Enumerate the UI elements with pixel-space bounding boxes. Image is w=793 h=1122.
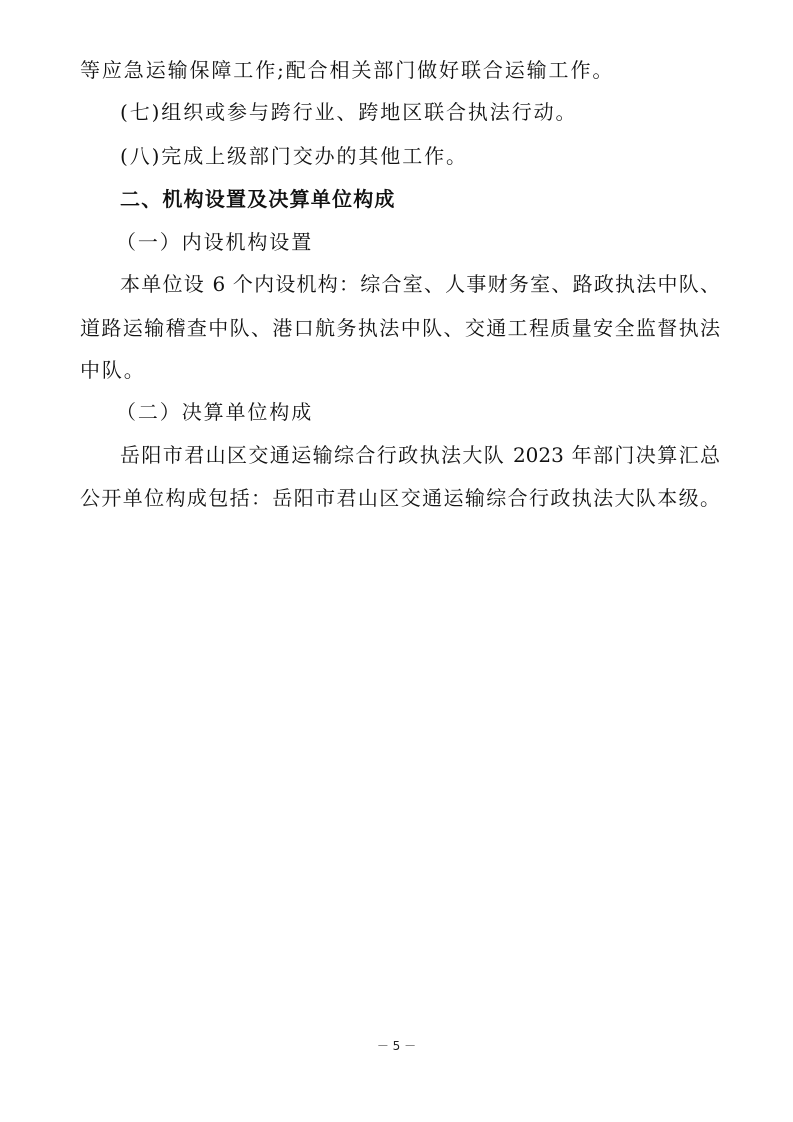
- sub2-paragraph-line-2: 公开单位构成包括：岳阳市君山区交通运输综合行政执法大队本级。: [80, 486, 720, 510]
- subsection-heading-2: （二）决算单位构成: [116, 400, 314, 424]
- sub2-paragraph-line-1: 岳阳市君山区交通运输综合行政执法大队 2023 年部门决算汇总: [120, 443, 720, 467]
- sub1-paragraph-line-2: 道路运输稽查中队、港口航务执法中队、交通工程质量安全监督执法: [80, 316, 720, 340]
- sub1-paragraph-line-1: 本单位设 6 个内设机构：综合室、人事财务室、路政执法中队、: [120, 272, 720, 296]
- page-number: － 5 －: [376, 1039, 417, 1053]
- section-heading-2: 二、机构设置及决算单位构成: [120, 187, 396, 211]
- duty-item-7: (七)组织或参与跨行业、跨地区联合执法行动。: [120, 100, 578, 124]
- paragraph-continuation: 等应急运输保障工作;配合相关部门做好联合运输工作。: [80, 58, 615, 82]
- subsection-heading-1: （一）内设机构设置: [116, 230, 314, 254]
- sub1-paragraph-line-3: 中队。: [80, 358, 146, 382]
- duty-item-8: (八)完成上级部门交办的其他工作。: [120, 144, 468, 168]
